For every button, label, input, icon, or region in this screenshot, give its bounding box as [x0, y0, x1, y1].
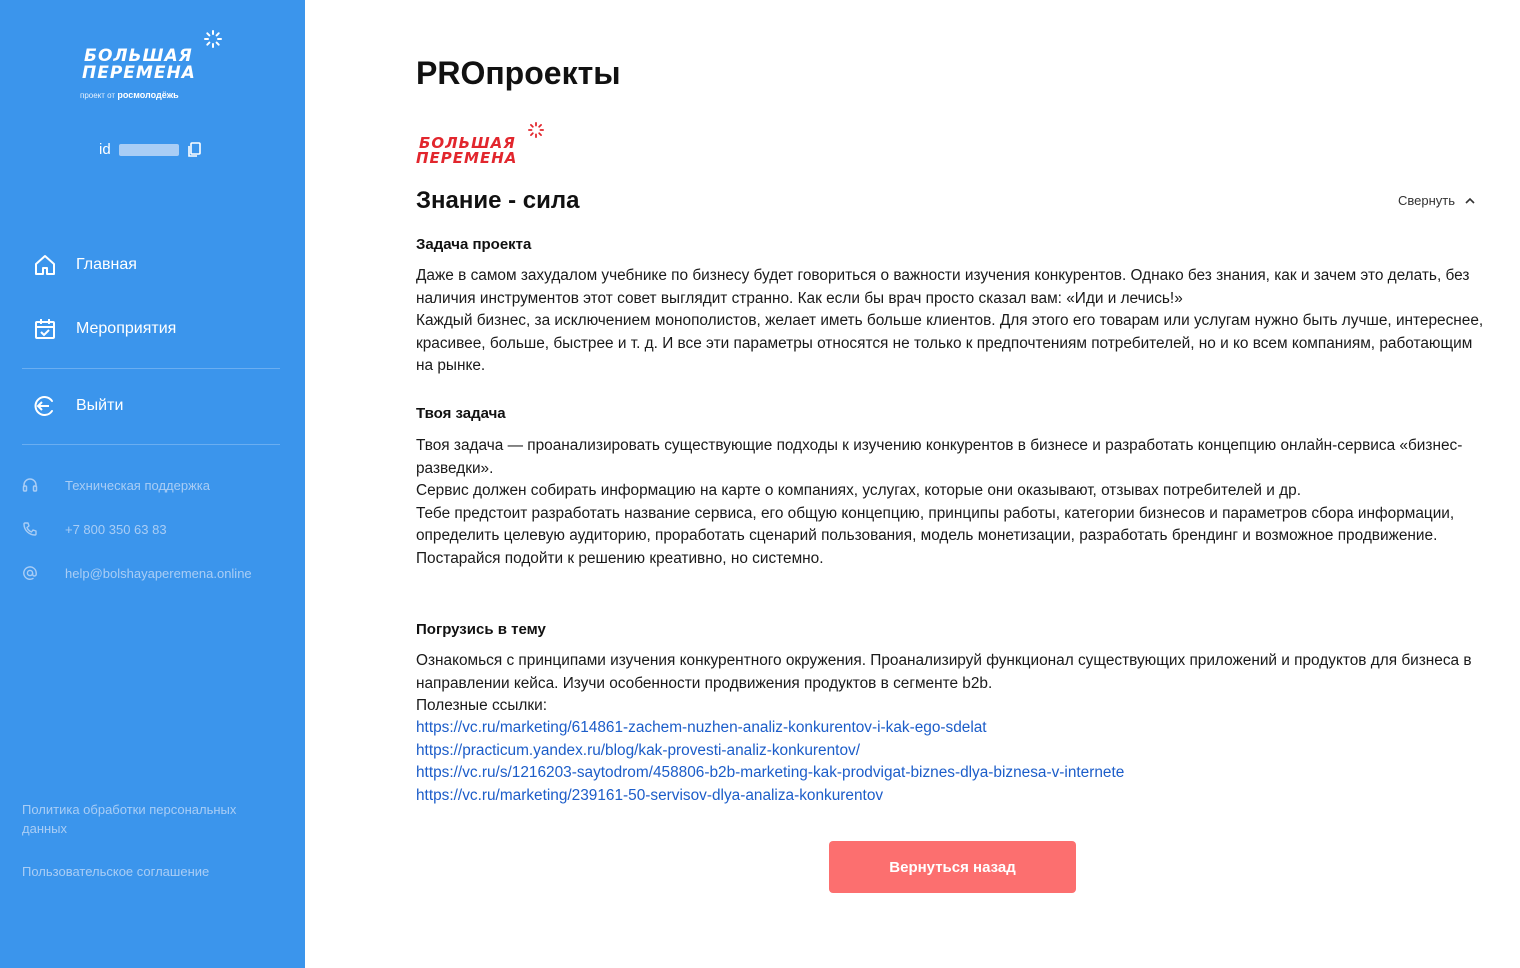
project-logo: [416, 122, 548, 172]
email-link[interactable]: [22, 565, 252, 581]
logo-line-2: ПЕРЕМЕНА: [82, 63, 196, 83]
paragraph: Сервис должен собирать информацию на карте о компаниях, услугах, которые они оказывают, отзывах потребителей и др.: [416, 482, 1301, 499]
link[interactable]: https://vc.ru/s/1216203-saytodrom/458806-b2b-marketing-kak-prodvigat-biznes-dlya-biznesa-v-internete: [416, 764, 1125, 781]
headset-icon: [22, 477, 38, 493]
paragraph: Ознакомься с принципами изучения конкурентного окружения. Проанализируй функционал существующих приложений и продуктов для бизнеса в направлении кейса. Изучи особенности продвижения продуктов в сегменте b2b.: [416, 652, 1472, 692]
paragraph: Полезные ссылки:: [416, 697, 547, 714]
nav-item-events[interactable]: [33, 317, 176, 341]
phone-icon: [22, 521, 38, 537]
phone-link[interactable]: [22, 521, 167, 537]
nav-item-logout[interactable]: [33, 394, 123, 418]
paragraph: Даже в самом захудалом учебнике по бизнесу будет говориться о важности изучения конкурентов. Однако без знания, как и зачем это делать, без наличия инструментов этот совет выглядит странно. Как если бы врач просто сказал вам: «Иди и лечись!»: [416, 267, 1470, 307]
sparkle-icon: [204, 30, 222, 48]
sparkle-icon: [528, 122, 544, 138]
paragraph: Тебе предстоит разработать название сервиса, его общую концепцию, принципы работы, категории бизнесов и параметров сбора информации, определить целевую аудиторию, проработать сценарий пользования, модель монетизации, разработать брендинг и возможное продвижение.: [416, 504, 1455, 544]
useful-links: [416, 717, 1488, 807]
copy-icon[interactable]: [187, 142, 201, 158]
at-icon: [22, 565, 38, 581]
collapse-label: Свернуть: [1398, 193, 1456, 208]
user-id-label: id: [99, 141, 111, 158]
link[interactable]: https://vc.ru/marketing/239161-50-servisov-dlya-analiza-konkurentov: [416, 786, 884, 804]
logout-icon: [33, 394, 57, 418]
contact-label: help@bolshayaperemena.online: [65, 565, 252, 581]
nav-item-label: Мероприятия: [76, 320, 177, 337]
chevron-up-icon: [1465, 197, 1475, 205]
logo-sub-prefix: проект от: [80, 91, 116, 100]
divider: [22, 444, 280, 445]
nav-item-label: Выйти: [76, 397, 124, 414]
user-agreement-link[interactable]: Пользовательское соглашение: [22, 864, 210, 879]
nav-item-home[interactable]: [33, 253, 137, 277]
back-button[interactable]: Вернуться назад: [829, 841, 1076, 893]
support-link[interactable]: [22, 477, 210, 493]
calendar-icon: [33, 317, 57, 341]
project-logo-line-2: ПЕРЕМЕНА: [416, 149, 518, 167]
section-heading: Погрузись в тему: [416, 621, 546, 638]
page-title: PROпроекты: [416, 55, 621, 91]
divider: [22, 368, 280, 369]
bolshaya-peremena-logo[interactable]: [80, 30, 225, 106]
section-heading: Твоя задача: [416, 405, 506, 422]
project-logo-line-1: БОЛЬШАЯ: [419, 134, 516, 152]
nav-item-label: Главная: [76, 256, 137, 273]
collapse-toggle[interactable]: [1398, 193, 1475, 208]
project-title: Знание - сила: [416, 187, 580, 214]
contact-label: Техническая поддержка: [65, 477, 210, 493]
privacy-policy-link[interactable]: Политика обработки персональных данных: [22, 802, 237, 836]
user-id-value-masked: [119, 144, 179, 156]
sidebar: [0, 0, 305, 968]
user-id: [99, 141, 201, 158]
paragraph: Постарайся подойти к решению креативно, но системно.: [416, 549, 824, 567]
paragraph: Каждый бизнес, за исключением монополистов, желает иметь больше клиентов. Для этого его товарам или услугам нужно быть лучше, интереснее, красивее, больше, быстрее и т. д. И все эти параметры относятся не только к предпочтениям потребителей, но и ко всем компаниям, работающим на рынке.: [416, 312, 1484, 374]
section-body: [416, 265, 1488, 378]
section-body: [416, 650, 1488, 718]
home-icon: [33, 253, 57, 277]
contact-label: +7 800 350 63 83: [65, 521, 167, 537]
logo-subtitle: [80, 90, 225, 100]
logo-sub-brand: росмолодёжь: [117, 90, 179, 100]
link[interactable]: https://practicum.yandex.ru/blog/kak-provesti-analiz-konkurentov/: [416, 741, 860, 759]
section-body: [416, 435, 1488, 570]
link[interactable]: https://vc.ru/marketing/614861-zachem-nuzhen-analiz-konkurentov-i-kak-ego-sdelat: [416, 719, 987, 736]
section-heading: Задача проекта: [416, 236, 532, 253]
logo-line-1: БОЛЬШАЯ: [84, 46, 193, 66]
paragraph: Твоя задача — проанализировать существующие подходы к изучению конкурентов в бизнесе и разработать концепцию онлайн-сервиса «бизнес-разведки».: [416, 437, 1463, 477]
